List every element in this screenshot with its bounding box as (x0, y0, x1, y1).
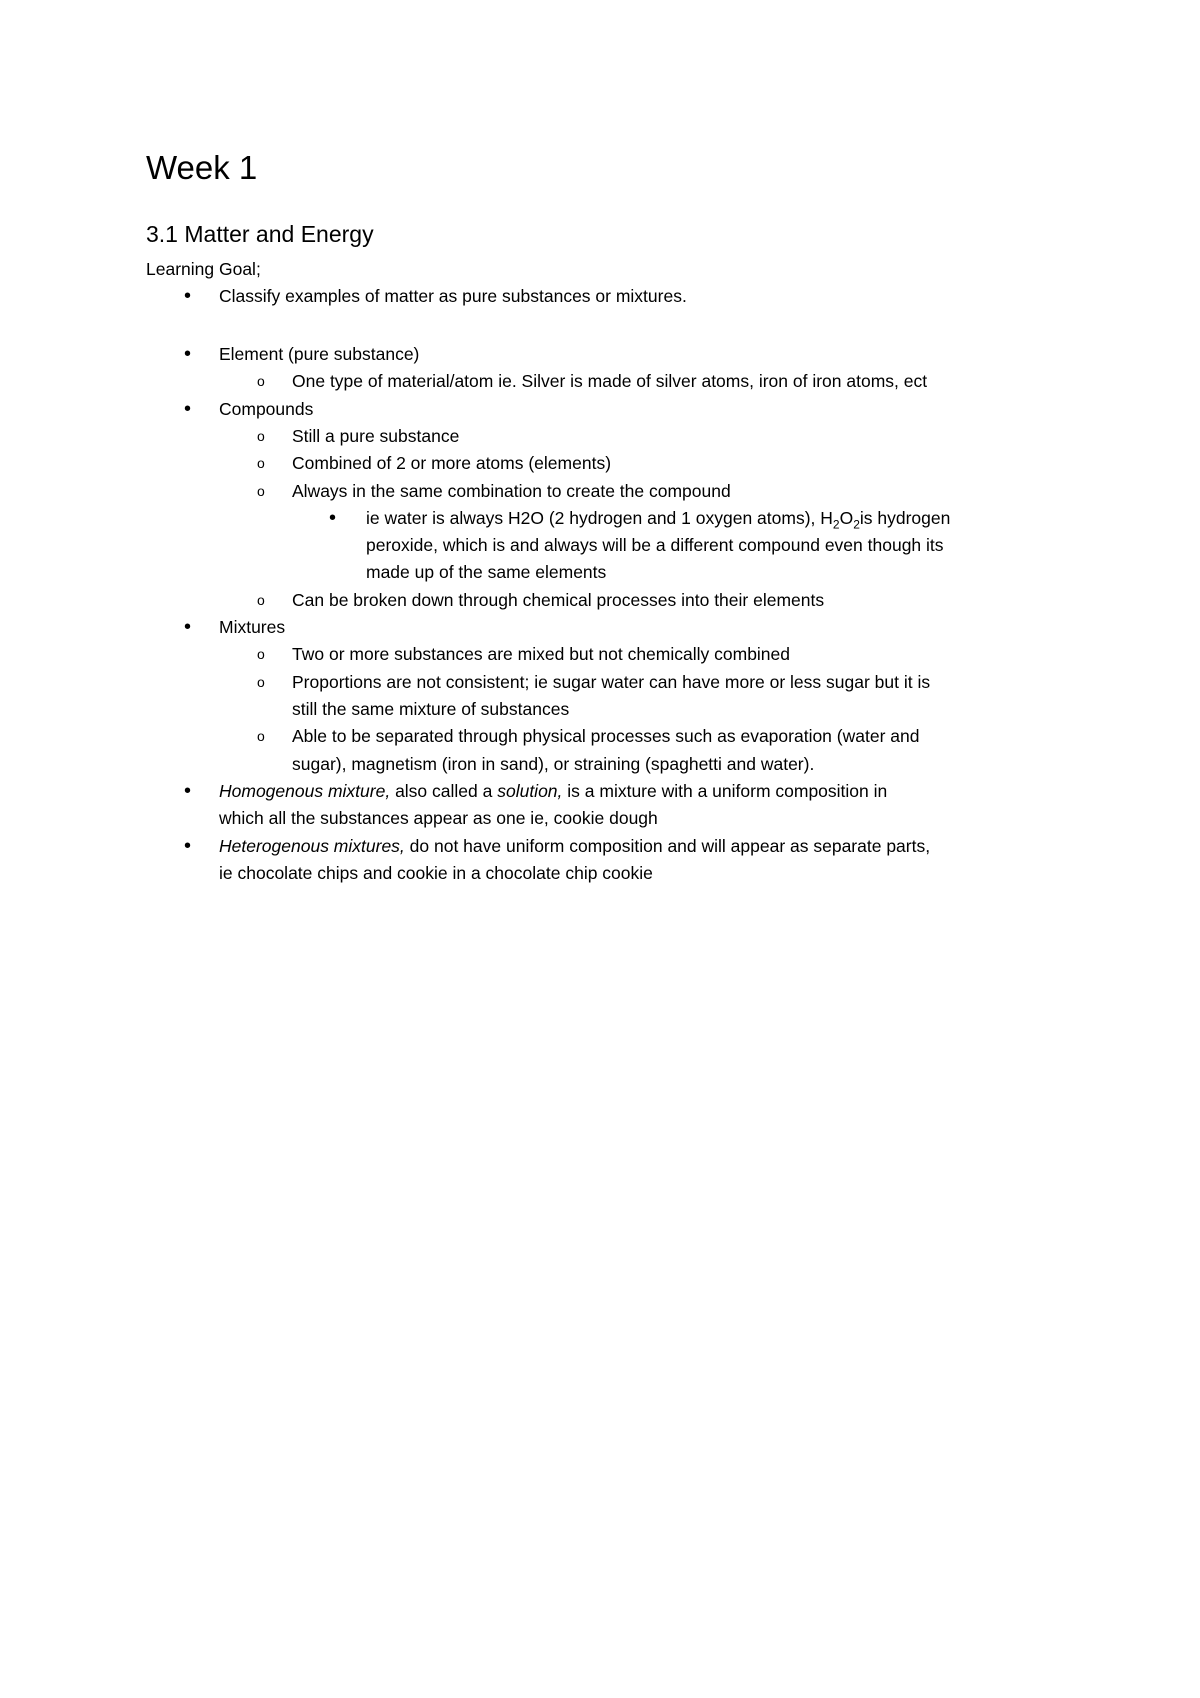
compounds-sub-3-item-line-1: ie water is always H2O (2 hydrogen and 1 oxygen atoms), $H_2O_2is$ hydrogen (366, 508, 951, 532)
heterogenous-line-1: Heterogenous mixtures, do not have uniform composition and will appear as separate parts, (219, 836, 931, 856)
compounds-sub-4: Can be broken down through chemical processes into their elements (292, 590, 825, 610)
mixtures-sub-1: Two or more substances are mixed but not chemically combined (292, 644, 791, 664)
bullet-marker: • (184, 398, 192, 420)
compounds-sub-2: Combined of 2 or more atoms (elements) (292, 453, 612, 473)
sub-bullet-marker: o (257, 674, 265, 690)
page-title: Week 1 (146, 149, 258, 186)
sub-bullet-marker: o (257, 483, 265, 499)
sub-bullet-marker: o (257, 646, 265, 662)
heterogenous-line-2: ie chocolate chips and cookie in a chocolate chip cookie (219, 863, 653, 883)
mixtures-sub-2-line-1: Proportions are not consistent; ie sugar water can have more or less sugar but it is (292, 672, 931, 692)
list-item-compounds: Compounds (219, 399, 314, 419)
list-item-element-sub: One type of material/atom ie. Silver is made of silver atoms, iron of iron atoms, ect (292, 371, 928, 391)
bullet-marker: • (184, 780, 192, 802)
mixtures-sub-2-line-2: still the same mixture of substances (292, 699, 570, 719)
sub-bullet-marker: o (257, 592, 265, 608)
bullet-marker: • (184, 835, 192, 857)
compounds-sub-3-item-line-3: made up of the same elements (366, 562, 607, 582)
sub-bullet-marker: o (257, 428, 265, 444)
goal-item: Classify examples of matter as pure substances or mixtures. (219, 286, 687, 306)
bullet-marker: • (184, 343, 192, 365)
list-item-mixtures: Mixtures (219, 617, 286, 637)
bullet-marker: • (329, 507, 337, 529)
homogenous-line-1: Homogenous mixture, also called a solution, is a mixture with a uniform composition in (219, 781, 888, 801)
mixtures-sub-3-line-2: sugar), magnetism (iron in sand), or straining (spaghetti and water). (292, 754, 815, 774)
sub-bullet-marker: o (257, 728, 265, 744)
section-heading: 3.1 Matter and Energy (146, 221, 374, 247)
sub-bullet-marker: o (257, 455, 265, 471)
mixtures-sub-3-line-1: Able to be separated through physical processes such as evaporation (water and (292, 726, 920, 746)
compounds-sub-1: Still a pure substance (292, 426, 460, 446)
learning-goal-label: Learning Goal; (146, 259, 261, 279)
compounds-sub-3-item-line-2: peroxide, which is and always will be a different compound even though its (366, 535, 944, 555)
compounds-sub-3: Always in the same combination to create the compound (292, 481, 731, 501)
bullet-marker: • (184, 616, 192, 638)
homogenous-line-2: which all the substances appear as one ie, cookie dough (219, 808, 658, 828)
list-item-element: Element (pure substance) (219, 344, 420, 364)
bullet-marker: • (184, 285, 192, 307)
sub-bullet-marker: o (257, 373, 265, 389)
